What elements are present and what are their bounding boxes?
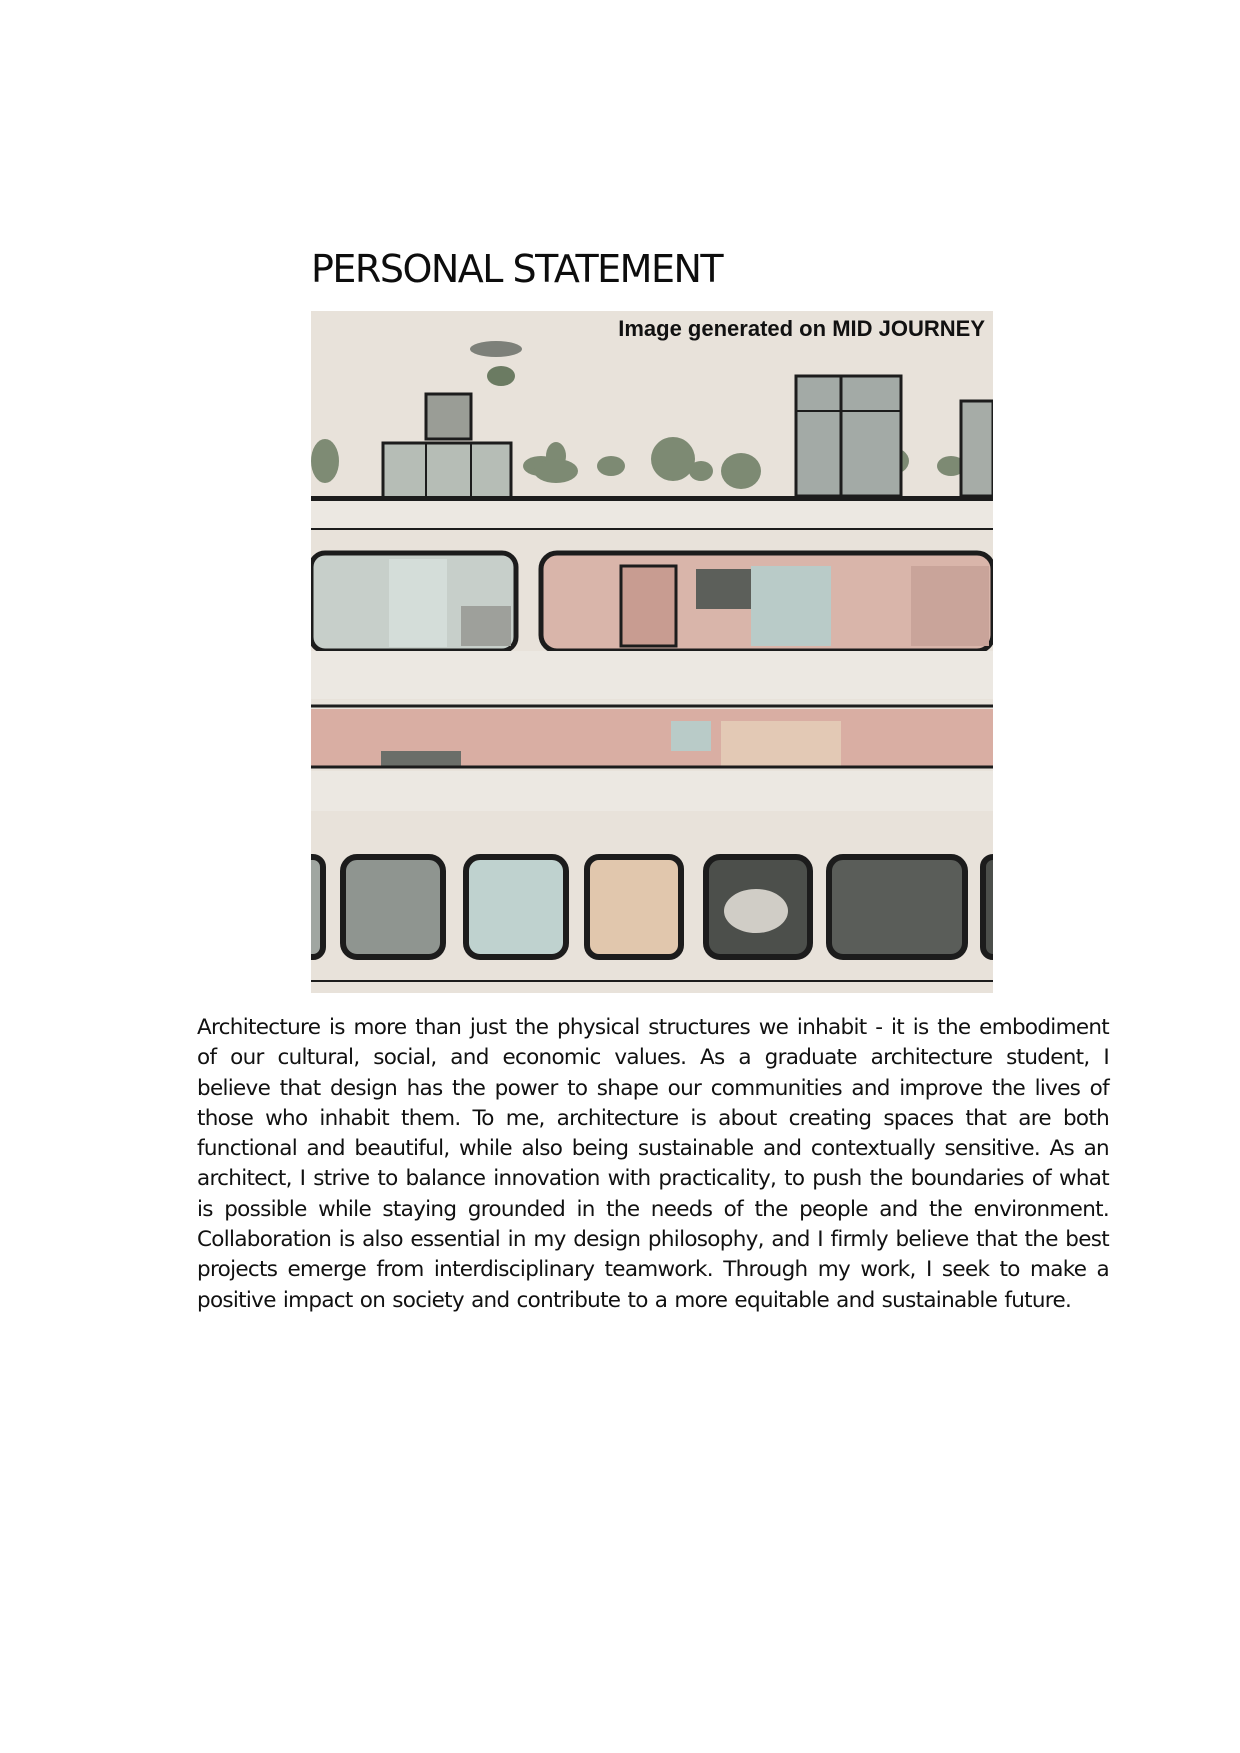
image-caption xyxy=(618,316,985,342)
facade-image xyxy=(311,311,993,993)
statement-body: Architecture is more than just the physical structures we inhabit - it is the embodiment of our cultural, social, and economic values. As a graduate architecture student, I believe that design has the power to shape our communities and improve the lives of those who inhabit them. To me, architecture is about creating spaces that are both functional and beautiful, while also being sustainable and contextually sensitive. As an architect, I strive to balance innovation with practicality, to push the boundaries of what is possible while staying grounded in the needs of the people and the environment. Collaboration is also essential in my design philosophy, and I firmly believe that the best projects emerge from interdisciplinary teamwork. Through my work, I seek to make a positive impact on society and contribute to a more equitable and sustainable future. xyxy=(197,1015,1109,1313)
page-title: PERSONAL STATEMENT xyxy=(311,247,723,291)
caption-emphasis: MID JOURNEY xyxy=(832,316,985,341)
caption-prefix: Image generated on xyxy=(618,316,827,341)
architecture-illustration xyxy=(311,311,993,993)
lower-windows xyxy=(311,857,993,957)
